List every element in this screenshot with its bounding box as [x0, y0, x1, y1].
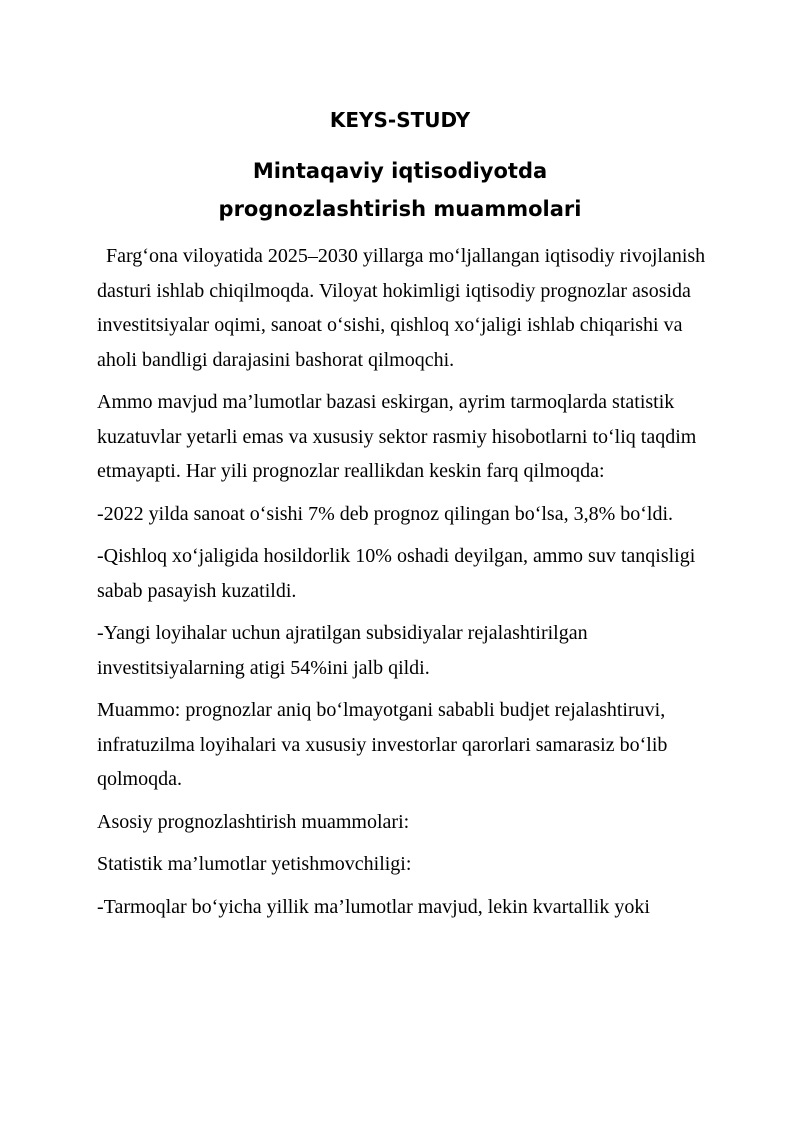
paragraph-intro: Farg‘ona viloyatida 2025–2030 yillarga mo‘ljallangan iqtisodiy rivojlanish dasturi ishlab chiqilmoqda. Viloyat hokimligi iqtisodiy prognozlar asosida investitsiyalar oqimi, sanoat o‘sishi, qishloq xo‘jaligi ishlab chiqarishi va aholi bandligi darajasini bashorat qilmoqchi.: [97, 245, 706, 371]
list-item-industry-growth: -2022 yilda sanoat o‘sishi 7% deb prognoz qilingan bo‘lsa, 3,8% bo‘ldi.: [97, 502, 674, 525]
document-subtitle: Mintaqaviy iqtisodiyotda prognozlashtirish muammolari: [218, 159, 582, 221]
list-item-sector-data: -Tarmoqlar bo‘yicha yillik ma’lumotlar mavjud, lekin kvartallik yoki: [97, 895, 650, 918]
list-item-agriculture-yield: -Qishloq xo‘jaligida hosildorlik 10% oshadi deyilgan, ammo suv tanqisligi sabab pasayish kuzatildi.: [97, 545, 696, 602]
paragraph-main-problems: Asosiy prognozlashtirish muammolari:: [97, 810, 410, 833]
list-item-subsidies: -Yangi loyihalar uchun ajratilgan subsidiyalar rejalashtirilgan investitsiyalarning atigi 54%ini jalb qildi.: [97, 622, 588, 679]
document-title: KEYS-STUDY: [329, 108, 471, 132]
paragraph-problem-statement: Muammo: prognozlar aniq bo‘lmayotgani sababli budjet rejalashtiruvi, infratuzilma loyihalari va xususiy investorlar qarorlari samarasiz bo‘lib qolmoqda.: [97, 699, 668, 790]
paragraph-problem-context: Ammo mavjud ma’lumotlar bazasi eskirgan, ayrim tarmoqlarda statistik kuzatuvlar yetarli emas va xususiy sektor rasmiy hisobotlarni to‘liq taqdim etmayapti. Har yili prognozlar reallikdan keskin farq qilmoqda:: [97, 391, 697, 482]
document-body: [97, 239, 709, 932]
paragraph-data-shortage: Statistik ma’lumotlar yetishmovchiligi:: [97, 853, 412, 875]
